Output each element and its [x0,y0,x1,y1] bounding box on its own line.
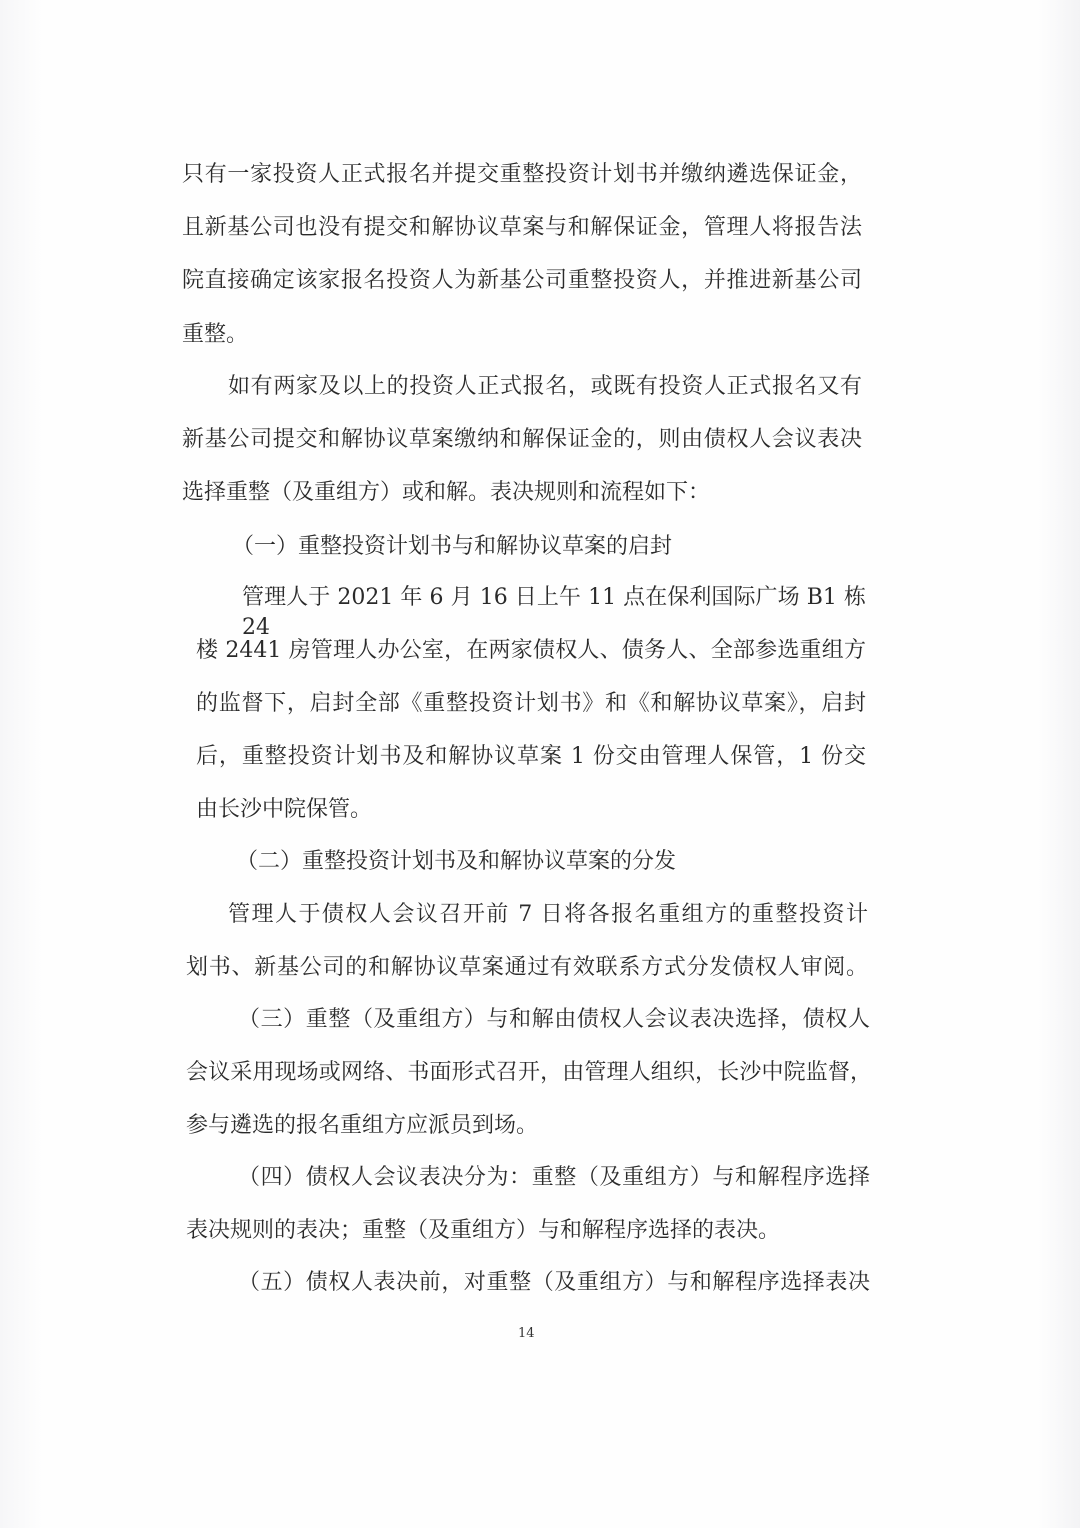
text-line: 院直接确定该家报名投资人为新基公司重整投资人，并推进新基公司 [182,268,862,293]
text-line: 且新基公司也没有提交和解协议草案与和解保证金，管理人将报告法 [182,215,862,240]
text-line: 重整。 [182,322,249,347]
text-line: 的监督下，启封全部《重整投资计划书》和《和解协议草案》，启封 [196,691,866,716]
text-line: 会议采用现场或网络、书面形式召开，由管理人组织，长沙中院监督， [186,1060,872,1085]
text-line: （四）债权人会议表决分为：重整（及重组方）与和解程序选择 [238,1165,870,1190]
text-line: 后，重整投资计划书及和解协议草案 1 份交由管理人保管，1 份交 [196,744,866,769]
text-line: 管理人于 2021 年 6 月 16 日上午 11 点在保利国际广场 B1 栋 24 [242,585,866,640]
section-heading: （二）重整投资计划书及和解协议草案的分发 [236,849,677,874]
text-line: 划书、新基公司的和解协议草案通过有效联系方式分发债权人审阅。 [186,955,868,980]
text-line: 管理人于债权人会议召开前 7 日将各报名重组方的重整投资计 [228,902,868,927]
text-line: 只有一家投资人正式报名并提交重整投资计划书并缴纳遴选保证金， [182,162,862,187]
text-line: 新基公司提交和解协议草案缴纳和解保证金的，则由债权人会议表决 [182,427,862,452]
section-heading: （一）重整投资计划书与和解协议草案的启封 [232,534,673,559]
text-line: （三）重整（及重组方）与和解由债权人会议表决选择，债权人 [238,1007,870,1032]
text-line: 表决规则的表决；重整（及重组方）与和解程序选择的表决。 [186,1218,781,1243]
text-line: 参与遴选的报名重组方应派员到场。 [186,1113,539,1138]
page-number: 14 [518,1326,535,1341]
text-line: 由长沙中院保管。 [196,797,373,822]
text-line: 楼 2441 房管理人办公室，在两家债权人、债务人、全部参选重组方 [196,638,866,663]
text-line: 选择重整（及重组方）或和解。表决规则和流程如下： [182,480,711,505]
text-line: （五）债权人表决前，对重整（及重组方）与和解程序选择表决 [238,1270,870,1295]
text-line: 如有两家及以上的投资人正式报名，或既有投资人正式报名又有 [228,374,862,399]
